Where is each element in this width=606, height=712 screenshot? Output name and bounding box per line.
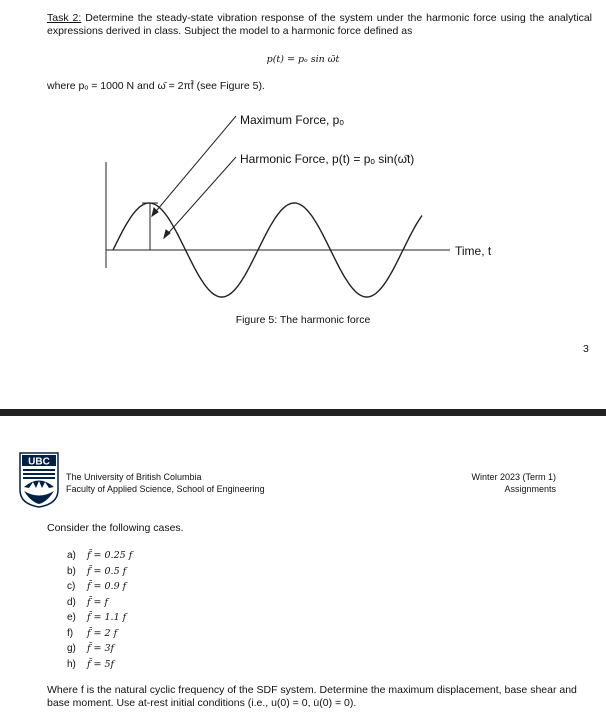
term-label: Winter 2023 (Term 1): [471, 472, 556, 482]
case-value: f̄ = 5f: [87, 658, 115, 670]
time-axis-label: Time, t: [455, 244, 492, 258]
page-number: 3: [583, 343, 589, 355]
institution-block: [66, 471, 265, 495]
case-label: g): [67, 643, 76, 655]
section-label: Assignments: [504, 484, 556, 494]
case-value: f̄ = 1.1 f: [87, 612, 127, 624]
list-item: [67, 579, 132, 595]
task-label: Task 2:: [47, 12, 82, 24]
closing-paragraph: Where f is the natural cyclic frequency of the SDF system. Determine the maximum displacement, base shear and base moment. Use at-rest initial conditions (i.e., u(0) = 0, u̇(0) = 0).: [47, 684, 577, 709]
case-label: d): [67, 596, 76, 608]
case-label: a): [67, 550, 76, 562]
harmonic-force-label: Harmonic Force, p(t) = pₒ sin(ω̄t): [240, 152, 415, 166]
force-equation: p(t) = pₒ sin ω̄t: [266, 54, 340, 65]
harmonic-force-figure: [100, 100, 500, 305]
figure-caption: Figure 5: The harmonic force: [235, 314, 371, 326]
harmonic-force-leader: [164, 157, 236, 238]
case-label: f): [67, 627, 74, 639]
list-item: [67, 626, 132, 642]
case-value: f̄ = 2 f: [87, 627, 118, 639]
cases-list: [67, 548, 132, 672]
list-item: [67, 657, 132, 673]
ubc-logo: [19, 452, 59, 508]
harmonic-force-arrowhead: [164, 230, 170, 238]
max-force-label: Maximum Force, pₒ: [240, 113, 344, 127]
case-value: f̄ = 0.25 f: [87, 550, 133, 562]
ubc-logo-text: UBC: [28, 456, 50, 468]
case-label: e): [67, 612, 76, 624]
page-divider: [0, 409, 606, 416]
list-item: [67, 641, 132, 657]
cases-intro: Consider the following cases.: [47, 522, 184, 534]
list-item: [67, 548, 132, 564]
case-value: f̄ = 0.5 f: [87, 565, 127, 577]
case-value: f̄ = 0.9 f: [87, 581, 127, 593]
where-statement: where pₒ = 1000 N and ω̄ = 2πf̄ (see Figure 5).: [47, 80, 265, 92]
list-item: [67, 595, 132, 611]
case-value: f̄ = f: [87, 596, 109, 608]
case-label: b): [67, 565, 76, 577]
course-info: [471, 471, 556, 495]
faculty-name: Faculty of Applied Science, School of Engineering: [66, 484, 265, 494]
max-force-leader: [152, 116, 236, 216]
case-label: c): [67, 581, 76, 593]
university-name: The University of British Columbia: [66, 472, 202, 482]
list-item: [67, 610, 132, 626]
case-value: f̄ = 3f: [87, 643, 115, 655]
task-description: [47, 12, 592, 38]
case-label: h): [67, 658, 76, 670]
task-text: Determine the steady-state vibration response of the system under the harmonic force using the analytical expressions derived in class. Subject the model to a harmonic force defined as: [47, 12, 593, 37]
list-item: [67, 564, 132, 580]
